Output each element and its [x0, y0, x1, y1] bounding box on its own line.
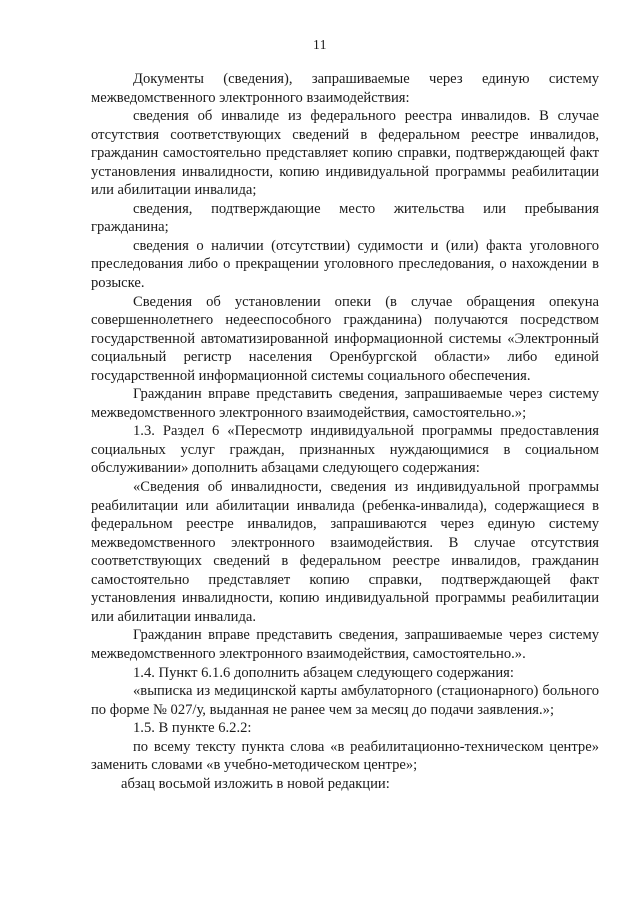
paragraph-disability-info: сведения об инвалиде из федерального реестра инвалидов. В случае отсутствия соответствующих сведений в федеральном реестре инвалидов, гражданин самостоятельно представляет копию справки, подтверждающей факт установления инвалидности, копию индивидуальной программы реабилитации или абилитации инвалида;	[91, 108, 599, 199]
paragraph-disability-records: «Сведения об инвалидности, сведения из индивидуальной программы реабилитации или абилитации инвалида (ребенка-инвалида), содержащиеся в федеральном реестре инвалидов, запрашиваются через единую систему межведомственного электронного взаимодействия. В случае отсутствия соответствующих сведений в федеральном реестре инвалидов, гражданин самостоятельно представляет копию справки, подтверждающей факт установления инвалидности, копию индивидуальной программы реабилитации или абилитации инвалида.	[91, 479, 599, 625]
document-body	[91, 70, 599, 793]
paragraph-guardianship: Сведения об установлении опеки (в случае обращения опекуна совершеннолетнего недееспособного гражданина) получаются посредством государственной автоматизированной информационной системы «Электронный социальный регистр населения Оренбургской области» либо единой государственной информационной системы социального обеспечения.	[91, 293, 599, 384]
paragraph-word-replacement: по всему тексту пункта слова «в реабилитационно-техническом центре» заменить словами «в учебно-методическом центре»;	[91, 738, 599, 774]
paragraph-medical-extract: «выписка из медицинской карты амбулаторного (стационарного) больного по форме № 027/у, выданная не ранее чем за месяц до подачи заявления.»;	[91, 683, 599, 718]
paragraph-criminal-record: сведения о наличии (отсутствии) судимости и (или) факта уголовного преследования либо о прекращении уголовного преследования, о нахождении в розыске.	[91, 237, 599, 292]
paragraph-citizen-right-2: Гражданин вправе представить сведения, запрашиваемые через систему межведомственного электронного взаимодействия, самостоятельно.».	[91, 627, 599, 662]
page-number: 11	[313, 37, 327, 52]
paragraph-documents-intro: Документы (сведения), запрашиваемые через единую систему межведомственного электронного взаимодействия:	[91, 71, 599, 106]
paragraph-new-edition: абзац восьмой изложить в новой редакции:	[121, 775, 390, 792]
paragraph-residence-info: сведения, подтверждающие место жительства или пребывания гражданина;	[91, 200, 599, 236]
paragraph-citizen-right-1: Гражданин вправе представить сведения, запрашиваемые через систему межведомственного электронного взаимодействия, самостоятельно.»;	[91, 386, 599, 421]
paragraph-item-1-5: 1.5. В пункте 6.2.2:	[133, 720, 252, 737]
paragraph-item-1-4: 1.4. Пункт 6.1.6 дополнить абзацем следующего содержания:	[133, 664, 514, 681]
paragraph-item-1-3: 1.3. Раздел 6 «Пересмотр индивидуальной программы предоставления социальных услуг граждан, признанных нуждающимися в социальном обслуживании» дополнить абзацами следующего содержания:	[91, 423, 599, 477]
